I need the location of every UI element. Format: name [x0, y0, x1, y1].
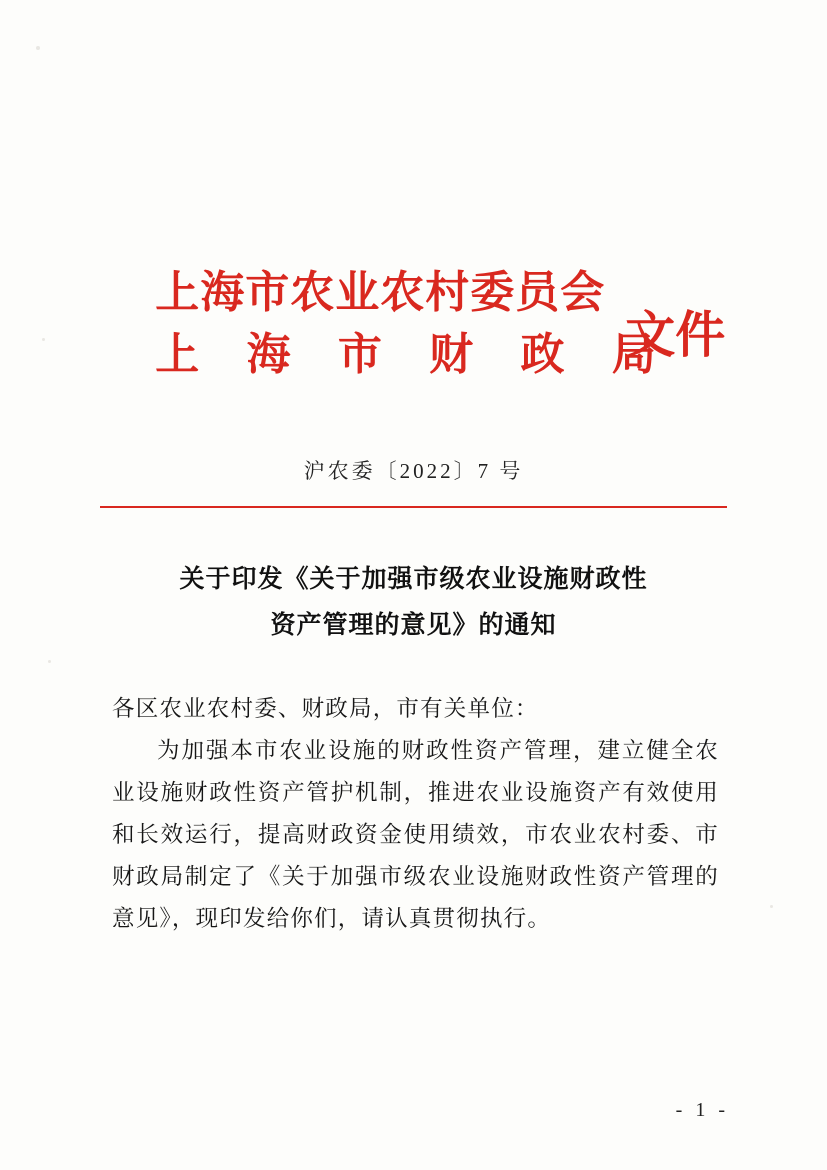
letterhead — [0, 262, 827, 386]
document-title-line-1: 关于印发《关于加强市级农业设施财政性 — [179, 564, 648, 593]
document-title — [150, 556, 677, 648]
page-number: - 1 - — [675, 1099, 729, 1121]
scan-speckle — [36, 46, 40, 50]
scan-speckle — [770, 905, 773, 908]
document-number: 沪农委〔2022〕7 号 — [303, 459, 524, 483]
document-body — [112, 688, 719, 940]
letterhead-agency-names — [155, 262, 726, 386]
letterhead-line-1: 上海市农业农村委员会 — [155, 267, 606, 318]
document-title-line-2: 资产管理的意见》的通知 — [270, 610, 557, 639]
letterhead-document-word: 文件 — [625, 305, 726, 364]
letterhead-line-2: 上 海 市 财 政 局 — [155, 329, 672, 380]
salutation: 各区农业农村委、财政局，市有关单位： — [112, 696, 539, 721]
letterhead-divider-rule — [100, 506, 727, 508]
scan-speckle — [48, 660, 51, 663]
body-paragraph-1: 为加强本市农业设施的财政性资产管理，建立健全农业设施财政性资产管护机制，推进农业设施资产有效使用和长效运行，提高财政资金使用绩效，市农业农村委、市财政局制定了《关于加强市级农业设施财政性资产管理的意见》，现印发给你们，请认真贯彻执行。 — [112, 738, 719, 931]
